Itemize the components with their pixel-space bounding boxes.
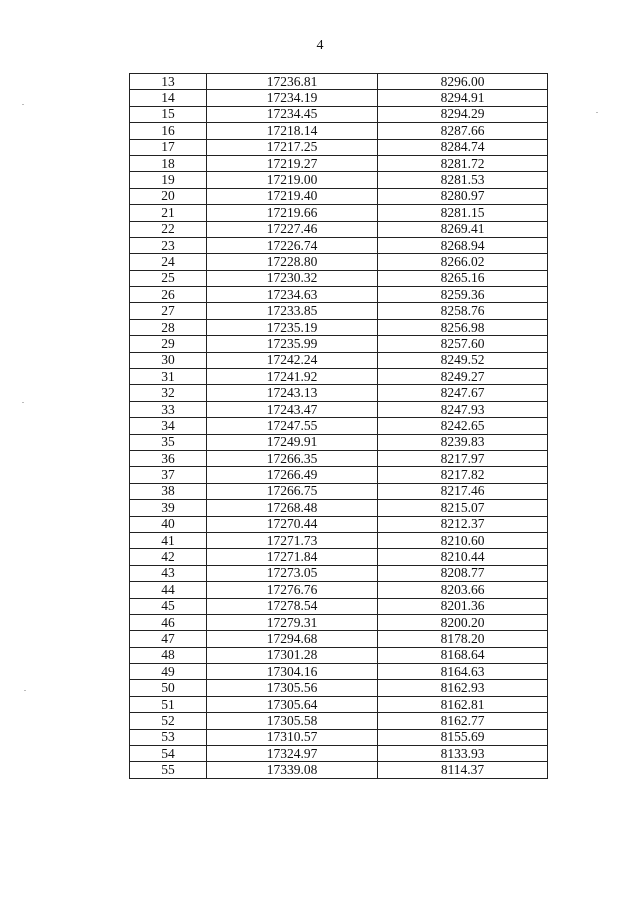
scan-speck [22,402,24,403]
table-row [130,90,548,106]
y-coordinate-cell: 8265.16 [378,270,548,286]
table-row [130,729,548,745]
table-row [130,106,548,122]
table-row [130,188,548,204]
table-row [130,237,548,253]
table-row [130,500,548,516]
x-coordinate-cell: 17236.81 [207,74,378,90]
table-row [130,303,548,319]
table-row [130,155,548,171]
point-number-cell: 52 [130,713,207,729]
y-coordinate-cell: 8242.65 [378,418,548,434]
table-row [130,516,548,532]
table-row [130,319,548,335]
y-coordinate-cell: 8168.64 [378,647,548,663]
coordinates-table [129,73,548,779]
point-number-cell: 47 [130,631,207,647]
table-row [130,221,548,237]
point-number-cell: 21 [130,205,207,221]
y-coordinate-cell: 8178.20 [378,631,548,647]
point-number-cell: 39 [130,500,207,516]
x-coordinate-cell: 17324.97 [207,746,378,762]
y-coordinate-cell: 8200.20 [378,614,548,630]
x-coordinate-cell: 17339.08 [207,762,378,778]
y-coordinate-cell: 8162.93 [378,680,548,696]
y-coordinate-cell: 8284.74 [378,139,548,155]
x-coordinate-cell: 17305.56 [207,680,378,696]
point-number-cell: 53 [130,729,207,745]
table-row [130,680,548,696]
x-coordinate-cell: 17276.76 [207,582,378,598]
y-coordinate-cell: 8281.72 [378,155,548,171]
point-number-cell: 18 [130,155,207,171]
x-coordinate-cell: 17271.73 [207,532,378,548]
y-coordinate-cell: 8294.91 [378,90,548,106]
point-number-cell: 36 [130,450,207,466]
x-coordinate-cell: 17266.49 [207,467,378,483]
point-number-cell: 28 [130,319,207,335]
point-number-cell: 14 [130,90,207,106]
y-coordinate-cell: 8247.67 [378,385,548,401]
y-coordinate-cell: 8249.27 [378,369,548,385]
point-number-cell: 42 [130,549,207,565]
point-number-cell: 26 [130,287,207,303]
table-row [130,369,548,385]
table-row [130,123,548,139]
y-coordinate-cell: 8269.41 [378,221,548,237]
table-row [130,172,548,188]
table-row [130,762,548,778]
y-coordinate-cell: 8162.77 [378,713,548,729]
x-coordinate-cell: 17217.25 [207,139,378,155]
point-number-cell: 44 [130,582,207,598]
table-row [130,532,548,548]
x-coordinate-cell: 17227.46 [207,221,378,237]
page-number: 4 [316,38,324,53]
x-coordinate-cell: 17219.27 [207,155,378,171]
table-row [130,254,548,270]
point-number-cell: 33 [130,401,207,417]
x-coordinate-cell: 17226.74 [207,237,378,253]
point-number-cell: 25 [130,270,207,286]
point-number-cell: 48 [130,647,207,663]
x-coordinate-cell: 17247.55 [207,418,378,434]
table-row [130,467,548,483]
x-coordinate-cell: 17243.13 [207,385,378,401]
y-coordinate-cell: 8281.15 [378,205,548,221]
table-row [130,598,548,614]
table-row [130,664,548,680]
table-row [130,483,548,499]
x-coordinate-cell: 17235.19 [207,319,378,335]
point-number-cell: 17 [130,139,207,155]
x-coordinate-cell: 17233.85 [207,303,378,319]
y-coordinate-cell: 8217.82 [378,467,548,483]
x-coordinate-cell: 17230.32 [207,270,378,286]
table-row [130,549,548,565]
x-coordinate-cell: 17305.58 [207,713,378,729]
point-number-cell: 40 [130,516,207,532]
x-coordinate-cell: 17268.48 [207,500,378,516]
x-coordinate-cell: 17294.68 [207,631,378,647]
x-coordinate-cell: 17234.45 [207,106,378,122]
table-row [130,336,548,352]
y-coordinate-cell: 8239.83 [378,434,548,450]
table-row [130,450,548,466]
y-coordinate-cell: 8257.60 [378,336,548,352]
y-coordinate-cell: 8268.94 [378,237,548,253]
x-coordinate-cell: 17310.57 [207,729,378,745]
x-coordinate-cell: 17278.54 [207,598,378,614]
table-row [130,352,548,368]
x-coordinate-cell: 17241.92 [207,369,378,385]
point-number-cell: 41 [130,532,207,548]
x-coordinate-cell: 17249.91 [207,434,378,450]
table-row [130,385,548,401]
x-coordinate-cell: 17219.40 [207,188,378,204]
x-coordinate-cell: 17235.99 [207,336,378,352]
y-coordinate-cell: 8217.97 [378,450,548,466]
y-coordinate-cell: 8210.44 [378,549,548,565]
x-coordinate-cell: 17242.24 [207,352,378,368]
table-row [130,582,548,598]
y-coordinate-cell: 8203.66 [378,582,548,598]
point-number-cell: 23 [130,237,207,253]
y-coordinate-cell: 8259.36 [378,287,548,303]
point-number-cell: 37 [130,467,207,483]
point-number-cell: 20 [130,188,207,204]
point-number-cell: 51 [130,696,207,712]
y-coordinate-cell: 8215.07 [378,500,548,516]
y-coordinate-cell: 8210.60 [378,532,548,548]
y-coordinate-cell: 8212.37 [378,516,548,532]
y-coordinate-cell: 8258.76 [378,303,548,319]
y-coordinate-cell: 8266.02 [378,254,548,270]
table-row [130,713,548,729]
y-coordinate-cell: 8247.93 [378,401,548,417]
x-coordinate-cell: 17218.14 [207,123,378,139]
y-coordinate-cell: 8164.63 [378,664,548,680]
table-row [130,401,548,417]
y-coordinate-cell: 8249.52 [378,352,548,368]
table-row [130,418,548,434]
table-row [130,205,548,221]
table-row [130,74,548,90]
point-number-cell: 50 [130,680,207,696]
table-row [130,565,548,581]
table-row [130,139,548,155]
point-number-cell: 31 [130,369,207,385]
point-number-cell: 34 [130,418,207,434]
point-number-cell: 43 [130,565,207,581]
point-number-cell: 22 [130,221,207,237]
coordinates-table-body [130,74,548,779]
x-coordinate-cell: 17219.66 [207,205,378,221]
point-number-cell: 38 [130,483,207,499]
point-number-cell: 15 [130,106,207,122]
y-coordinate-cell: 8281.53 [378,172,548,188]
scan-speck [24,690,26,691]
y-coordinate-cell: 8208.77 [378,565,548,581]
point-number-cell: 32 [130,385,207,401]
table-row [130,287,548,303]
x-coordinate-cell: 17273.05 [207,565,378,581]
x-coordinate-cell: 17219.00 [207,172,378,188]
table-row [130,434,548,450]
y-coordinate-cell: 8133.93 [378,746,548,762]
x-coordinate-cell: 17304.16 [207,664,378,680]
y-coordinate-cell: 8114.37 [378,762,548,778]
table-row [130,614,548,630]
point-number-cell: 30 [130,352,207,368]
point-number-cell: 16 [130,123,207,139]
point-number-cell: 24 [130,254,207,270]
y-coordinate-cell: 8287.66 [378,123,548,139]
x-coordinate-cell: 17279.31 [207,614,378,630]
y-coordinate-cell: 8256.98 [378,319,548,335]
y-coordinate-cell: 8280.97 [378,188,548,204]
x-coordinate-cell: 17305.64 [207,696,378,712]
point-number-cell: 27 [130,303,207,319]
y-coordinate-cell: 8217.46 [378,483,548,499]
x-coordinate-cell: 17270.44 [207,516,378,532]
x-coordinate-cell: 17266.35 [207,450,378,466]
table-row [130,746,548,762]
y-coordinate-cell: 8155.69 [378,729,548,745]
y-coordinate-cell: 8201.36 [378,598,548,614]
table-row [130,631,548,647]
point-number-cell: 54 [130,746,207,762]
x-coordinate-cell: 17243.47 [207,401,378,417]
point-number-cell: 46 [130,614,207,630]
y-coordinate-cell: 8296.00 [378,74,548,90]
point-number-cell: 55 [130,762,207,778]
table-row [130,647,548,663]
x-coordinate-cell: 17234.19 [207,90,378,106]
x-coordinate-cell: 17271.84 [207,549,378,565]
table-row [130,270,548,286]
x-coordinate-cell: 17301.28 [207,647,378,663]
y-coordinate-cell: 8294.29 [378,106,548,122]
x-coordinate-cell: 17234.63 [207,287,378,303]
point-number-cell: 29 [130,336,207,352]
scan-speck [596,112,598,113]
point-number-cell: 49 [130,664,207,680]
y-coordinate-cell: 8162.81 [378,696,548,712]
point-number-cell: 19 [130,172,207,188]
x-coordinate-cell: 17228.80 [207,254,378,270]
x-coordinate-cell: 17266.75 [207,483,378,499]
table-row [130,696,548,712]
scan-speck [22,104,24,105]
point-number-cell: 13 [130,74,207,90]
point-number-cell: 35 [130,434,207,450]
point-number-cell: 45 [130,598,207,614]
